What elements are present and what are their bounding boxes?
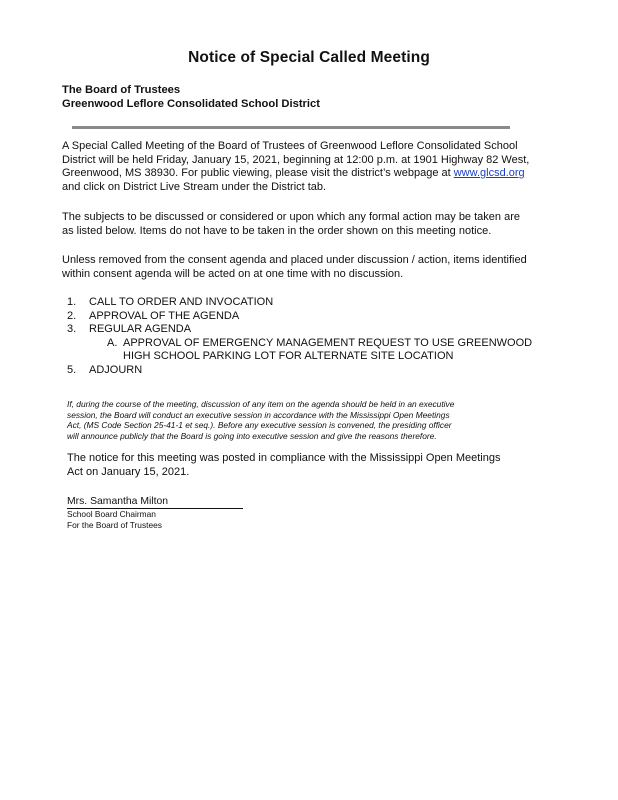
note-line-4: will announce publicly that the Board is going into executive session and give the reasons therefore.: [67, 430, 437, 441]
agenda-subitem: [67, 337, 587, 351]
agenda-subitem-continuation: [67, 350, 587, 364]
intro-line-3-text: Greenwood, MS 38930. For public viewing, please visit the district’s webpage at: [62, 167, 454, 180]
note-line-3: Act, (MS Code Section 25-41-1 et seq.). Before any executive session is convened, the presiding officer: [67, 420, 452, 431]
agenda-item-number: 5.: [67, 363, 77, 376]
consent-paragraph: [62, 254, 582, 281]
agenda-item-number: 3.: [67, 323, 77, 336]
district-website-link[interactable]: www.glcsd.org: [453, 167, 525, 180]
agenda-list: [67, 296, 587, 378]
agenda-item: [67, 364, 587, 378]
consent-line-2: within consent agenda will be acted on at one time with no discussion.: [62, 267, 404, 280]
agenda-subitem-letter: A.: [107, 336, 118, 349]
posted-paragraph: [67, 452, 587, 479]
posted-line-2: Act on January 15, 2021.: [67, 465, 190, 478]
signatory-name: Mrs. Samantha Milton: [67, 496, 243, 509]
agenda-item: [67, 310, 587, 324]
subjects-paragraph: [62, 211, 582, 238]
agenda-item-text: CALL TO ORDER AND INVOCATION: [89, 296, 274, 308]
agenda-item-text: ADJOURN: [89, 363, 143, 376]
agenda-item-text: REGULAR AGENDA: [89, 323, 192, 336]
signature-block: [67, 496, 243, 531]
intro-line-4: and click on District Live Stream under the District tab.: [62, 180, 327, 193]
intro-line-2: District will be held Friday, January 15, 2021, beginning at 12:00 p.m. at 1901 Highway 82 West,: [62, 153, 530, 166]
intro-line-3: [62, 167, 582, 181]
agenda-subitem-line-1: APPROVAL OF EMERGENCY MANAGEMENT REQUEST TO USE GREENWOOD: [123, 336, 533, 349]
horizontal-divider: [72, 126, 510, 129]
agenda-item: [67, 296, 587, 310]
subjects-line-1: The subjects to be discussed or considered or upon which any formal action may be taken are: [62, 211, 520, 223]
agenda-subitem-line-2: HIGH SCHOOL PARKING LOT FOR ALTERNATE SITE LOCATION: [123, 350, 454, 363]
signatory-for: For the Board of Trustees: [67, 519, 162, 530]
agenda-item-number: 2.: [67, 309, 77, 322]
note-line-1: If, during the course of the meeting, discussion of any item on the agenda should be held in an executive: [67, 399, 455, 409]
intro-paragraph: [62, 140, 582, 194]
org-line-2: Greenwood Leflore Consolidated School District: [62, 97, 320, 110]
posted-line-1: The notice for this meeting was posted in compliance with the Mississippi Open Meetings: [67, 452, 501, 464]
page-title: Notice of Special Called Meeting: [188, 49, 430, 66]
consent-line-1: Unless removed from the consent agenda and placed under discussion / action, items identified: [62, 254, 527, 266]
note-line-2: session, the Board will conduct an executive session in accordance with the Mississippi Open Meetings: [67, 409, 450, 420]
intro-line-1: A Special Called Meeting of the Board of Trustees of Greenwood Leflore Consolidated School: [62, 140, 518, 152]
agenda-item: [67, 323, 587, 337]
signatory-role: School Board Chairman: [67, 509, 156, 519]
executive-session-note: [67, 399, 587, 441]
subjects-line-2: as listed below. Items do not have to be taken in the order shown on this meeting notice.: [62, 224, 492, 237]
org-line-1: The Board of Trustees: [62, 84, 181, 96]
agenda-item-number: 1.: [67, 296, 77, 308]
agenda-item-text: APPROVAL OF THE AGENDA: [89, 309, 240, 322]
organization-heading: [62, 84, 320, 111]
